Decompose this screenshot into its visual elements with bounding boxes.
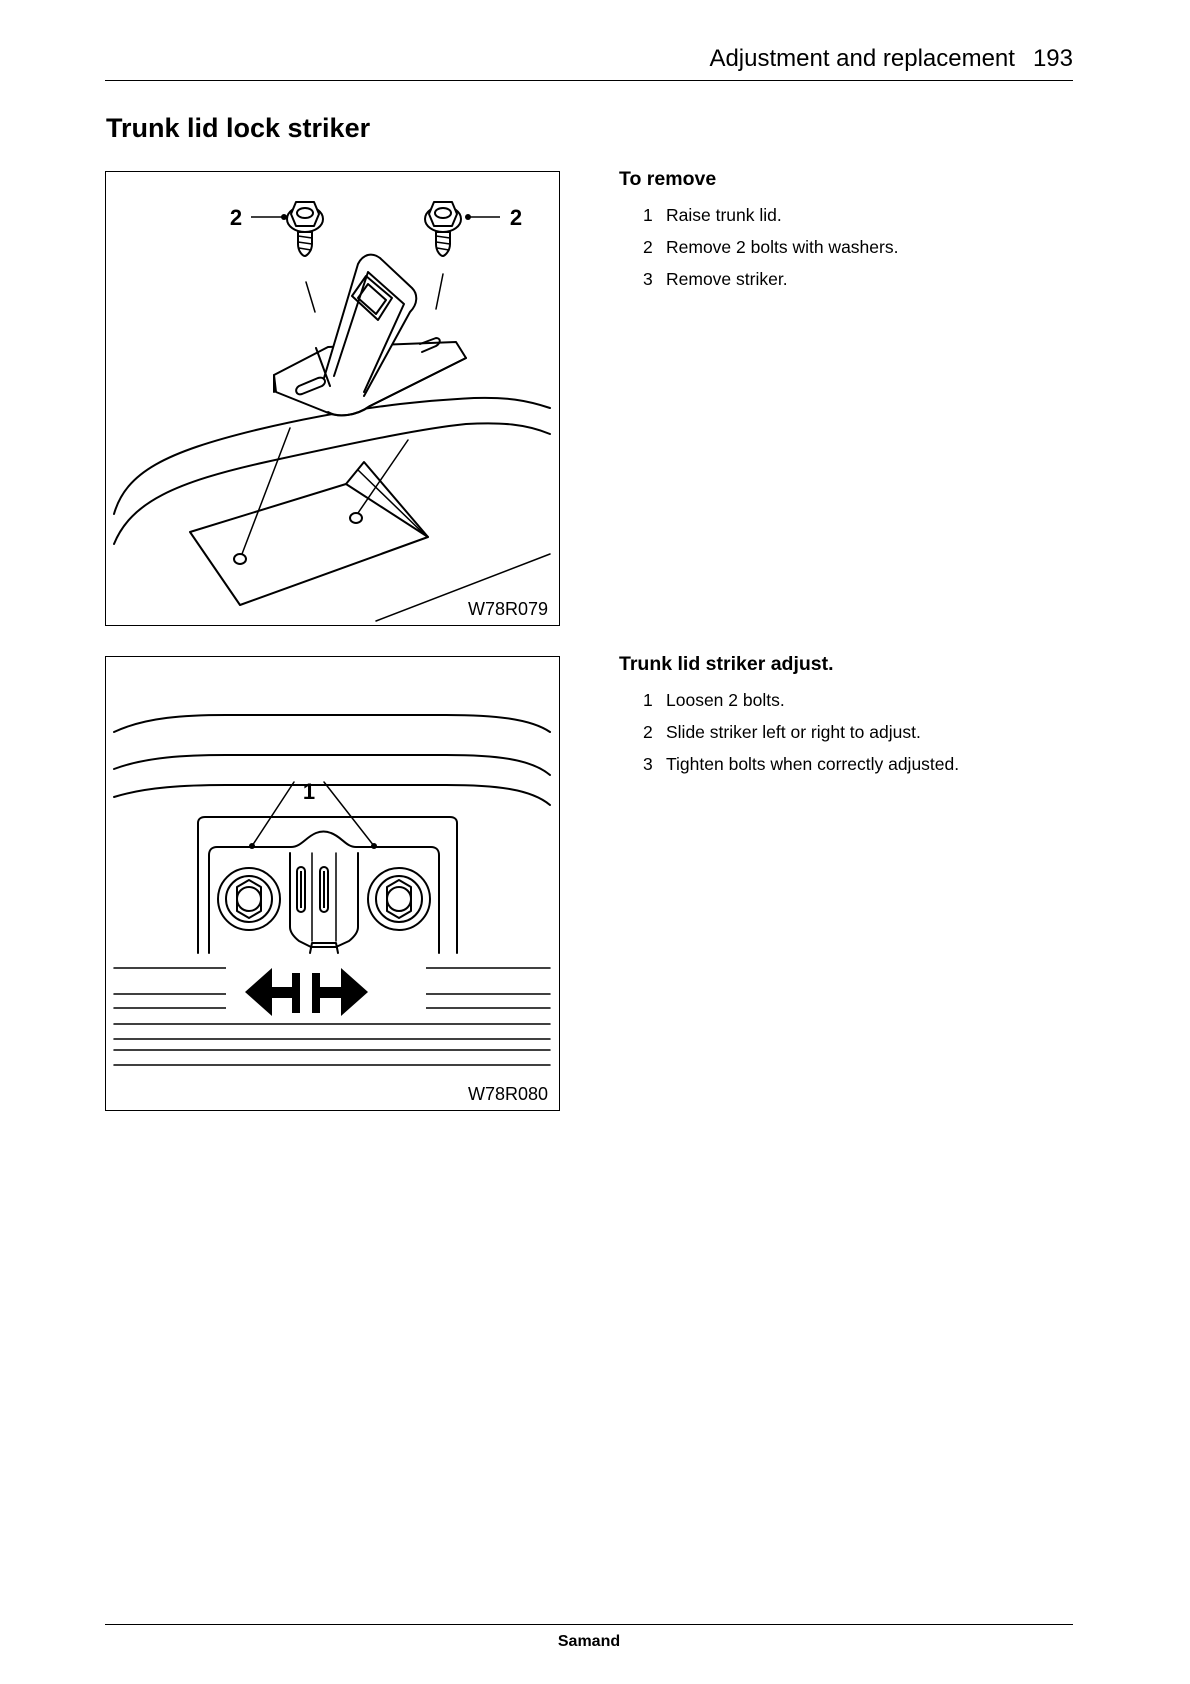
step-item bbox=[619, 268, 898, 300]
step-item bbox=[619, 236, 898, 268]
figure-code: W78R080 bbox=[467, 1084, 548, 1104]
page-number: 193 bbox=[1032, 45, 1073, 72]
section-heading: Trunk lid striker adjust. bbox=[619, 653, 834, 675]
striker-removal-illustration bbox=[106, 172, 561, 627]
step-item bbox=[619, 753, 959, 785]
step-text: Loosen 2 bolts. bbox=[666, 690, 785, 710]
figure-striker-removal bbox=[105, 171, 560, 626]
step-list bbox=[619, 689, 959, 785]
step-text: Remove 2 bolts with washers. bbox=[666, 237, 899, 257]
callout-label: 2 bbox=[229, 205, 243, 230]
step-item bbox=[619, 721, 959, 753]
page-title: Trunk lid lock striker bbox=[106, 113, 371, 143]
step-text: Remove striker. bbox=[666, 269, 788, 289]
step-text: Tighten bolts when correctly adjusted. bbox=[666, 754, 960, 774]
step-item bbox=[619, 689, 959, 721]
page-header bbox=[105, 40, 1073, 81]
page-footer bbox=[105, 1624, 1073, 1650]
section-striker-adjust bbox=[619, 653, 959, 785]
step-list bbox=[619, 204, 898, 300]
step-text: Slide striker left or right to adjust. bbox=[666, 722, 921, 742]
step-text: Raise trunk lid. bbox=[666, 205, 782, 225]
double-arrow-icon bbox=[226, 965, 426, 1016]
callout-label: 1 bbox=[302, 779, 316, 804]
callout-label: 2 bbox=[509, 205, 523, 230]
figure-striker-adjust bbox=[105, 656, 560, 1111]
header-section-title: Adjustment and replacement bbox=[709, 45, 1015, 72]
step-number: 3 bbox=[643, 754, 653, 774]
section-heading: To remove bbox=[619, 168, 717, 190]
step-number: 1 bbox=[643, 690, 653, 710]
figure-code: W78R079 bbox=[467, 599, 548, 619]
footer-brand: Samand bbox=[557, 1633, 621, 1650]
step-number: 3 bbox=[643, 269, 653, 289]
striker-adjust-illustration bbox=[106, 657, 561, 1112]
step-number: 2 bbox=[643, 237, 653, 257]
step-item bbox=[619, 204, 898, 236]
step-number: 2 bbox=[643, 722, 653, 742]
header-text bbox=[709, 45, 1073, 73]
section-to-remove bbox=[619, 168, 898, 300]
step-number: 1 bbox=[643, 205, 653, 225]
